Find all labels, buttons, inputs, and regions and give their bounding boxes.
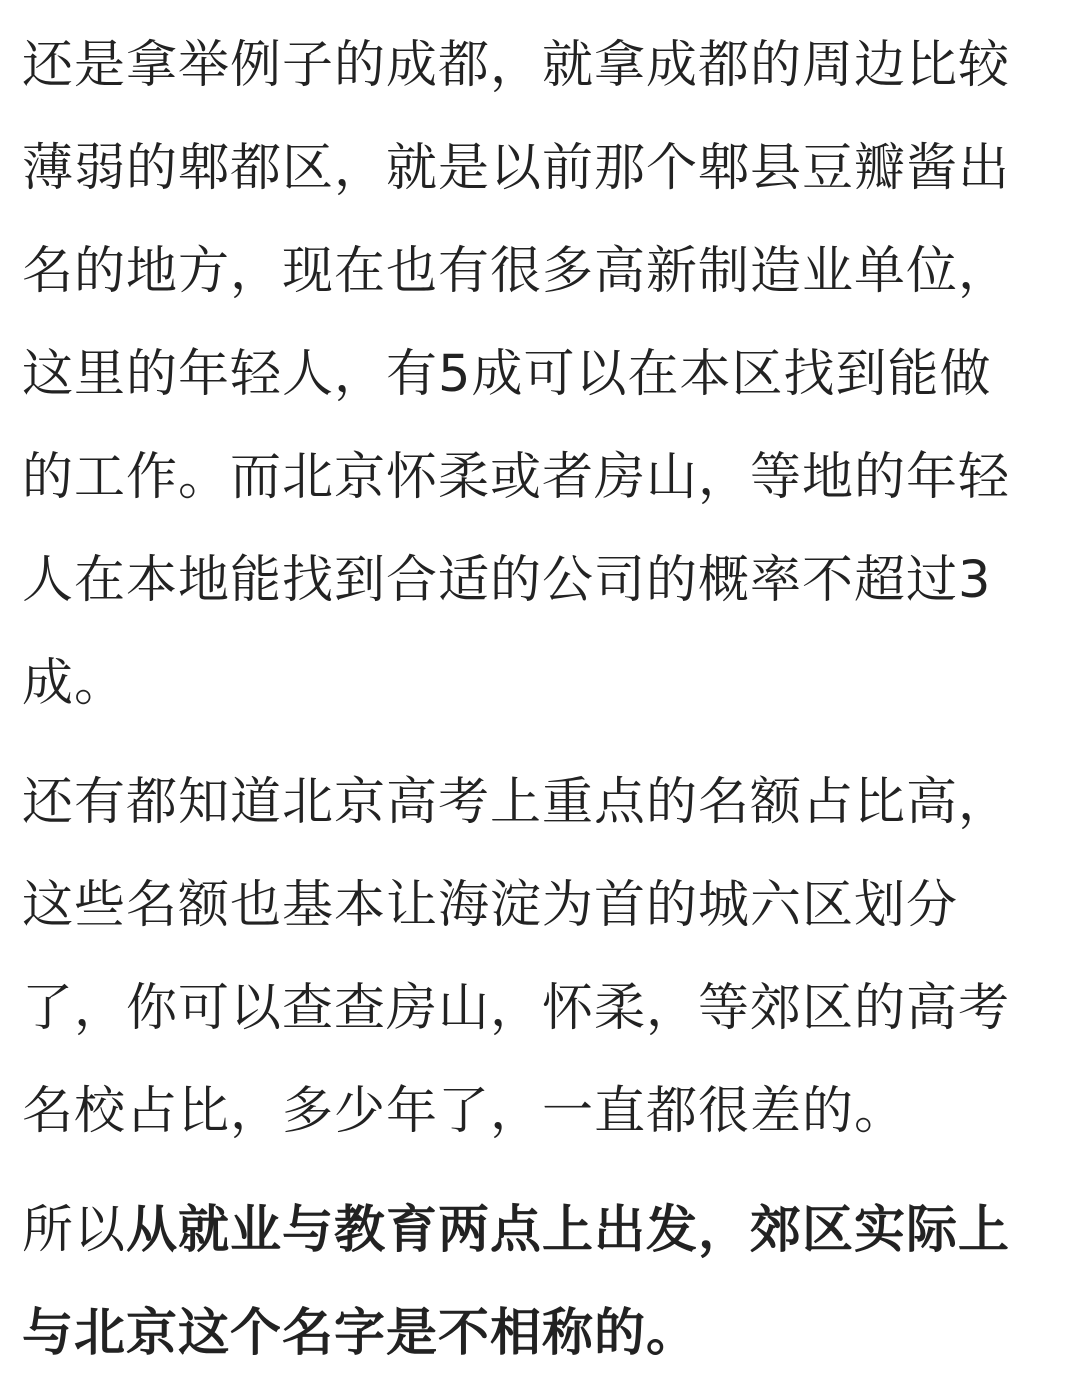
text-line: 人在本地能找到合适的公司的概率不超过3 xyxy=(22,551,992,610)
paragraph-3 xyxy=(22,1179,1062,1385)
text-line: 还是拿举例子的成都，就拿成都的周边比较 xyxy=(22,36,1011,95)
paragraph-1 xyxy=(22,14,1062,735)
text-line xyxy=(22,1179,1062,1282)
paragraph-spacer xyxy=(22,735,1062,751)
text-line: 这里的年轻人，有5成可以在本区找到能做 xyxy=(22,345,992,404)
text-line: 这些名额也基本让海淀为首的城六区划分 xyxy=(22,876,959,935)
text-line: 与北京这个名字是不相称的。 xyxy=(22,1304,699,1363)
text-run-bold: 从就业与教育两点上出发，郊区实际上 xyxy=(126,1201,1011,1260)
text-line: 还有都知道北京高考上重点的名额占比高， xyxy=(22,773,1011,832)
text-line: 薄弱的郫都区，就是以前那个郫县豆瓣酱出 xyxy=(22,139,1011,198)
text-run-normal: 所以 xyxy=(22,1201,127,1260)
paragraph-spacer xyxy=(22,1163,1062,1179)
text-line: 名的地方，现在也有很多高新制造业单位， xyxy=(22,242,1011,301)
text-line: 的工作。而北京怀柔或者房山，等地的年轻 xyxy=(22,448,1011,507)
paragraph-2 xyxy=(22,751,1062,1163)
text-line: 了，你可以查查房山，怀柔，等郊区的高考 xyxy=(22,979,1011,1038)
text-line: 成。 xyxy=(22,654,127,713)
text-line: 名校占比，多少年了，一直都很差的。 xyxy=(22,1082,907,1141)
